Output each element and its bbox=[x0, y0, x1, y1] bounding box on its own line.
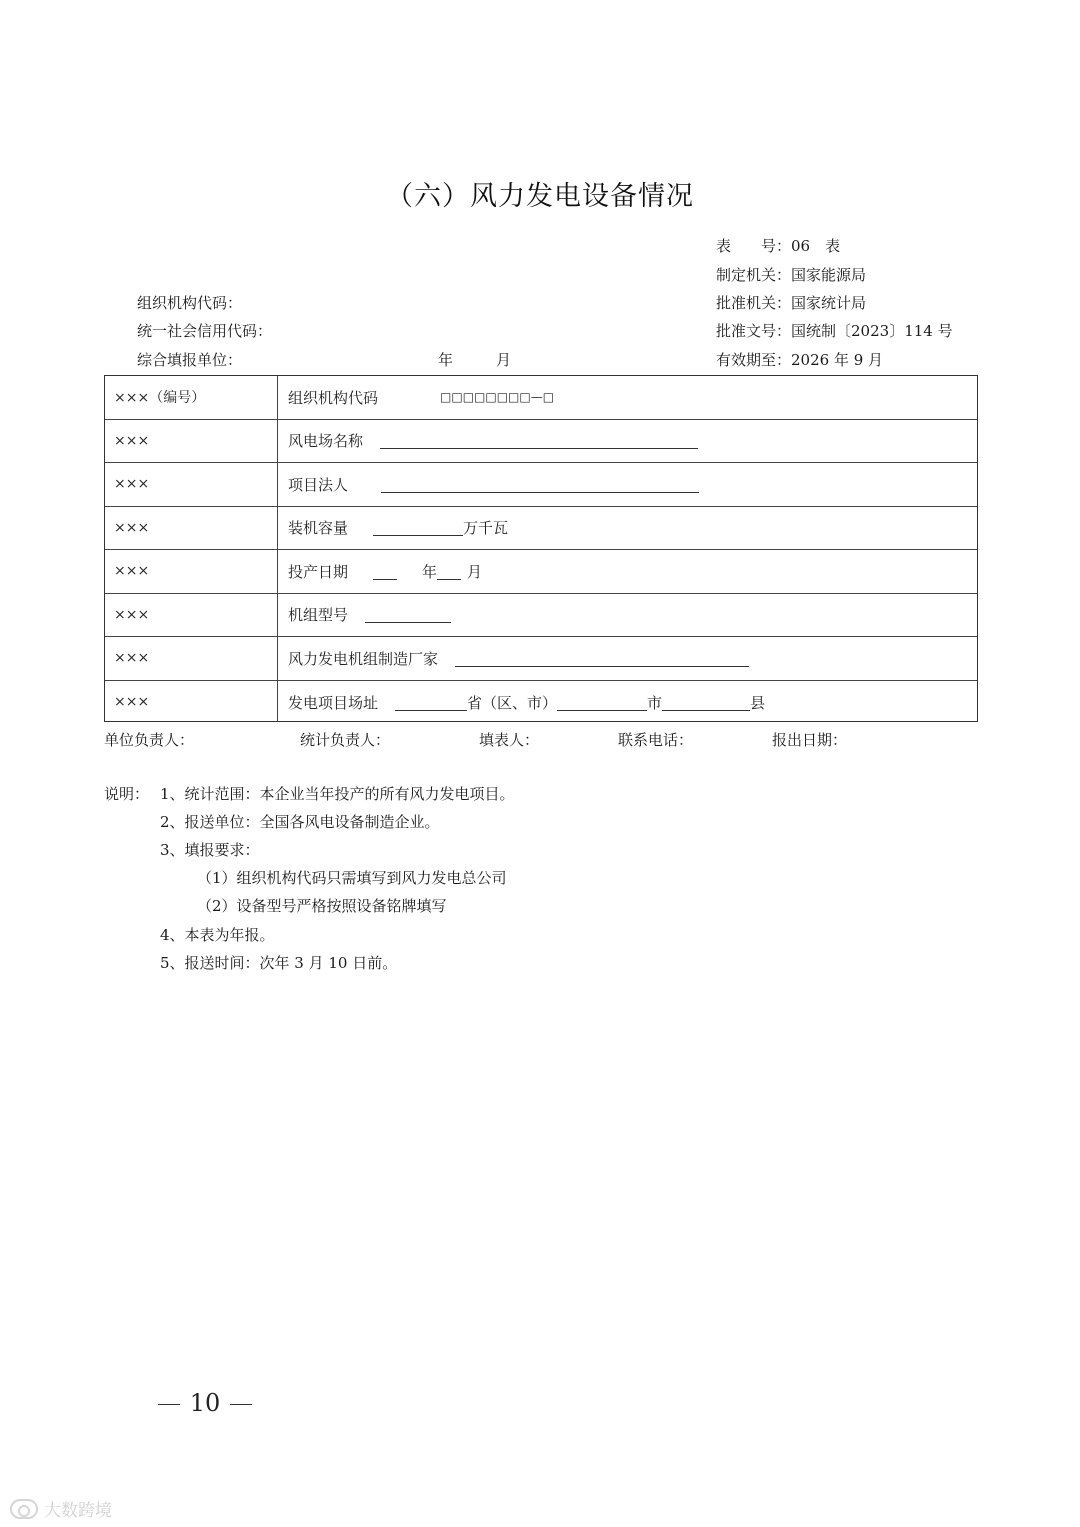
field-label: 机组型号 bbox=[288, 606, 349, 625]
code-boxes[interactable]: □□□□□□□□—□ bbox=[440, 390, 555, 405]
meta-label: 批准文号： bbox=[716, 322, 792, 340]
meta-value: 国家统计局 bbox=[791, 294, 867, 312]
meta-label: 有效期至： bbox=[716, 351, 792, 369]
row-code: ××× bbox=[114, 650, 150, 667]
unit-head-label: 单位负责人： bbox=[104, 731, 195, 749]
table-row bbox=[105, 594, 977, 638]
field-label: 项目法人 bbox=[288, 475, 349, 494]
year-label: 年 bbox=[422, 562, 438, 581]
field-label: 发电项目场址 bbox=[288, 693, 379, 712]
commissioning-month-blank[interactable] bbox=[437, 563, 461, 580]
county-blank[interactable] bbox=[662, 694, 750, 711]
manufacturer-blank[interactable] bbox=[455, 650, 749, 667]
page-number bbox=[0, 1389, 410, 1417]
meta-approval-number bbox=[716, 324, 953, 339]
capacity-unit: 万千瓦 bbox=[463, 519, 509, 538]
org-code-field bbox=[288, 376, 554, 419]
installed-capacity-field bbox=[288, 507, 508, 550]
row-code: ×××（编号） bbox=[114, 390, 206, 407]
manufacturer-field bbox=[288, 637, 749, 680]
report-year-label: 年 bbox=[438, 351, 454, 369]
dash-left bbox=[158, 1404, 180, 1405]
meta-table-number bbox=[716, 239, 840, 254]
table-row bbox=[105, 376, 977, 420]
meta-approving-authority bbox=[716, 296, 866, 311]
field-label: 风力发电机组制造厂家 bbox=[288, 649, 439, 668]
province-label: 省（区、市） bbox=[467, 693, 558, 712]
table-row bbox=[105, 550, 977, 594]
city-blank[interactable] bbox=[557, 694, 647, 711]
province-blank[interactable] bbox=[395, 694, 467, 711]
stats-head-label: 统计负责人： bbox=[300, 731, 391, 749]
meta-issuing-authority bbox=[716, 268, 866, 283]
meta-value: 国统制〔2023〕114 号 bbox=[791, 322, 953, 340]
note-item: 4、本表为年报。 bbox=[160, 926, 275, 944]
city-label: 市 bbox=[647, 693, 663, 712]
watermark-text: 大数跨境 bbox=[44, 1501, 112, 1521]
meta-label: 表 号： bbox=[716, 237, 792, 255]
watermark-logo-icon bbox=[10, 1499, 38, 1519]
reporting-unit-label: 综合填报单位： bbox=[137, 351, 243, 369]
note-sub-item: （2）设备型号严格按照设备铭牌填写 bbox=[197, 897, 447, 915]
note-item: 2、报送单位：全国各风电设备制造企业。 bbox=[160, 813, 440, 831]
project-legal-person-field bbox=[288, 463, 699, 506]
field-label: 组织机构代码 bbox=[288, 388, 379, 407]
row-code: ××× bbox=[114, 476, 150, 493]
dash-right bbox=[230, 1404, 252, 1405]
county-label: 县 bbox=[750, 693, 766, 712]
row-code: ××× bbox=[114, 606, 150, 623]
equipment-form-table bbox=[104, 375, 978, 722]
page-title: （六）风力发电设备情况 bbox=[386, 181, 694, 212]
watermark bbox=[10, 1496, 112, 1521]
table-row bbox=[105, 420, 977, 464]
unit-model-field bbox=[288, 594, 451, 637]
month-label: 月 bbox=[467, 562, 483, 581]
meta-value: 国家能源局 bbox=[791, 266, 867, 284]
table-row bbox=[105, 463, 977, 507]
notes-prefix: 说明： bbox=[104, 785, 150, 803]
meta-value: 06 表 bbox=[791, 237, 841, 255]
report-month-label: 月 bbox=[496, 351, 512, 369]
meta-valid-until bbox=[716, 353, 883, 368]
row-code: ××× bbox=[114, 519, 150, 536]
project-site-field bbox=[288, 681, 765, 725]
credit-code-label: 统一社会信用代码： bbox=[137, 322, 273, 340]
table-row bbox=[105, 637, 977, 681]
field-label: 投产日期 bbox=[288, 562, 349, 581]
phone-label: 联系电话： bbox=[618, 731, 694, 749]
meta-value: 2026 年 9 月 bbox=[791, 351, 884, 369]
commissioning-date-field bbox=[288, 550, 482, 593]
filler-label: 填表人： bbox=[479, 731, 540, 749]
meta-label: 制定机关： bbox=[716, 266, 792, 284]
note-item: 3、填报要求： bbox=[160, 841, 260, 859]
table-row bbox=[105, 507, 977, 551]
installed-capacity-blank[interactable] bbox=[373, 519, 463, 536]
report-date-label: 报出日期： bbox=[772, 731, 848, 749]
wind-farm-name-field bbox=[288, 420, 698, 463]
note-item: 1、统计范围：本企业当年投产的所有风力发电项目。 bbox=[160, 785, 515, 803]
note-item: 5、报送时间：次年 3 月 10 日前。 bbox=[160, 954, 398, 972]
field-label: 装机容量 bbox=[288, 519, 349, 538]
row-code: ××× bbox=[114, 432, 150, 449]
org-code-label: 组织机构代码： bbox=[137, 294, 243, 312]
table-row bbox=[105, 681, 977, 725]
field-label: 风电场名称 bbox=[288, 432, 364, 451]
meta-label: 批准机关： bbox=[716, 294, 792, 312]
project-legal-person-blank[interactable] bbox=[381, 476, 699, 493]
row-code: ××× bbox=[114, 563, 150, 580]
row-code: ××× bbox=[114, 694, 150, 711]
unit-model-blank[interactable] bbox=[365, 606, 451, 623]
page-number-value: 10 bbox=[189, 1389, 221, 1417]
commissioning-year-blank[interactable] bbox=[373, 563, 397, 580]
wind-farm-name-blank[interactable] bbox=[380, 432, 698, 449]
note-sub-item: （1）组织机构代码只需填写到风力发电总公司 bbox=[197, 869, 507, 887]
